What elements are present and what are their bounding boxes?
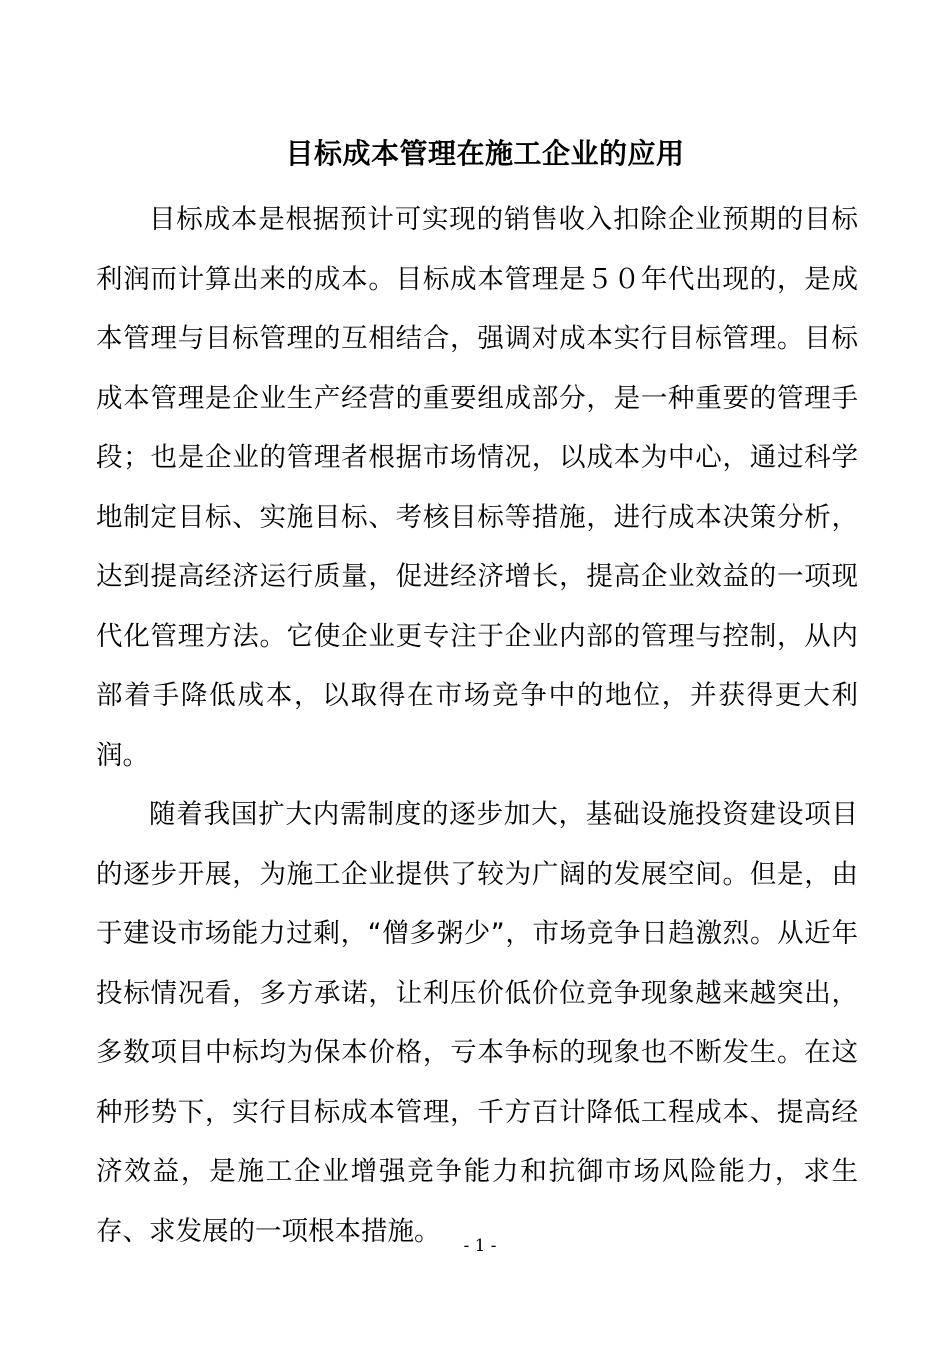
paragraph-2: 随着我国扩大内需制度的逐步加大，基础设施投资建设项目的逐步开展，为施工企业提供了较为广阔的发展空间。但是，由于建设市场能力过剩，“僧多粥少”，市场竞争日趋激烈。从近年投标情况看，多方承诺，让利压价低价位竞争现象越来越突出，多数项目中标均为保本价格，亏本争标的现象也不断发生。在这种形势下，实行目标成本管理，千方百计降低工程成本、提高经济效益，是施工企业增强竞争能力和抗御市场风险能力，求生存、求发展的一项根本措施。 [96, 799, 858, 1247]
paragraph-1: 目标成本是根据预计可实现的销售收入扣除企业预期的目标利润而计算出来的成本。目标成本管理是５０年代出现的，是成本管理与目标管理的互相结合，强调对成本实行目标管理。目标成本管理是企业生产经营的重要组成部分，是一种重要的管理手段；也是企业的管理者根据市场情况，以成本为中心，通过科学地制定目标、实施目标、考核目标等措施，进行成本决策分析，达到提高经济运行质量，促进经济增长，提高企业效益的一项现代化管理方法。它使企业更专注于企业内部的管理与控制，从内部着手降低成本，以取得在市场竞争中的地位，并获得更大利润。 [96, 204, 858, 771]
page-number: - 1 - [463, 1236, 497, 1256]
document-title: 目标成本管理在施工企业的应用 [285, 137, 685, 170]
document-body [96, 190, 858, 1261]
